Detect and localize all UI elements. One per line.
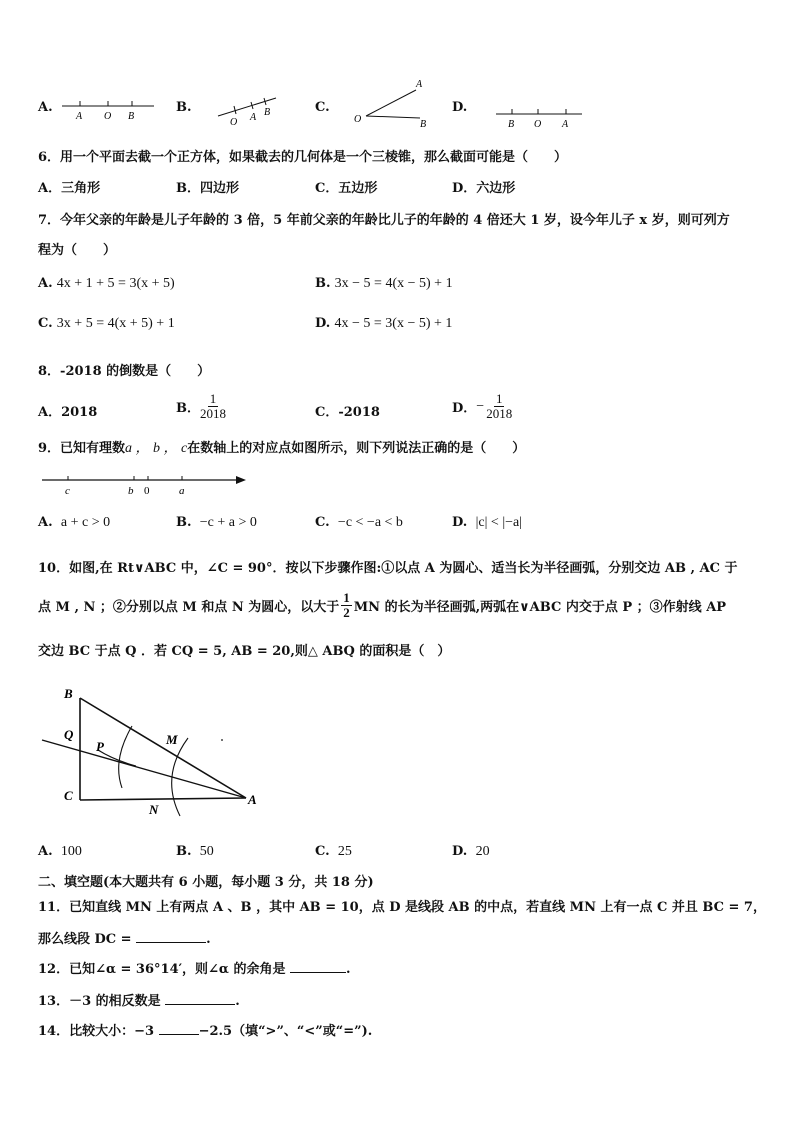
q11-answer-blank [136,942,206,943]
q5-option-b: B. [176,100,192,115]
q13-answer-blank [165,1004,235,1005]
q5-option-d: D. [452,100,468,115]
q14-answer-blank [159,1034,199,1035]
q12-answer-blank [290,972,346,973]
q7-option-d: D. 4x − 5 = 3(x − 5) + 1 [315,316,453,331]
q14-line: 14．比较大小：−3 −2.5（填“>”、“<”或“=”). [38,1024,373,1039]
axis-label-a: a [179,485,185,497]
q6-stem: 6．用一个平面去截一个正方体，如果截去的几何体是一个三棱锥，那么截面可能是（ ） [38,150,568,165]
q5-figure-b [214,94,280,128]
q9-number-line [40,470,252,500]
q11-line1: 11．已知直线 MN 上有两点 A 、B ，其中 AB = 10，点 D 是线段 AB 的中点，若直线 MN 上有一点 C 并且 BC = 7， [38,900,766,915]
q5-option-a: A. [38,100,53,115]
q9-option-c: C. −c < −a < b [315,515,403,530]
q11-line2: 那么线段 DC = . [38,932,211,947]
q10-line2: 点 M , N ；②分别以点 M 和点 N 为圆心，以大于 $\frac{1}{2}$ MN 的长为半径画弧,两弧在∨ABC 内交于点 P ；③作射线 AP [38,590,727,620]
q6-option-a: A．三角形 [38,181,101,196]
q10-option-b: B. 50 [176,844,214,859]
q9-option-b: B. −c + a > 0 [176,515,257,530]
fig-label-c: C [64,788,73,803]
q5d-point-a: A [562,119,569,130]
q8-d-fraction: $\frac{1}{2018}$ [486,391,513,421]
q10-line3: 交边 BC 于点 Q ．若 CQ = 5, AB = 20,则△ ABQ 的面积是（ ） [38,644,451,659]
q7-stem-line1: 7．今年父亲的年龄是儿子年龄的 3 倍，5 年前父亲的年龄比儿子的年龄的 4 倍还大 1 岁，设今年儿子 x 岁，则可列方 [38,213,730,228]
q7-option-a: A. 4x + 1 + 5 = 3(x + 5) [38,276,175,291]
axis-label-b: b [128,485,134,497]
q5a-point-b: B [128,111,135,122]
q9-option-a: A. a + c > 0 [38,515,111,530]
axis-label-zero: 0 [144,485,150,497]
fig-label-q: Q [64,727,74,742]
q5d-point-b: B [508,119,515,130]
q12-line: 12．已知∠α = 36°14′，则∠α 的余角是 . [38,962,351,977]
fig-label-a: A [248,792,257,807]
fig-label-n: N [149,802,159,817]
q8-b-fraction: $\frac{1}{2018}$ [200,391,226,421]
q7-stem-line2: 程为（ ） [38,243,117,258]
q8-stem: 8．-2018 的倒数是（ ） [38,364,211,379]
q13-line: 13．－3 的相反数是 . [38,994,240,1009]
q5a-point-a: A [76,111,83,122]
q7-option-c: C. 3x + 5 = 4(x + 5) + 1 [38,316,175,331]
q5-option-c: C. [315,100,330,115]
q8-option-c: C．-2018 [315,405,380,420]
q10-line1: 10．如图,在 Rt∨ABC 中，∠C = 90°．按以下步骤作图:①以点 A 为圆心、适当长为半径画弧，分别交边 AB , AC 于 [38,561,738,576]
q5d-point-o: O [534,119,542,130]
q9-option-d: D. |c| < |−a| [452,515,523,530]
q10-option-a: A. 100 [38,844,82,859]
q10-option-c: C. 25 [315,844,352,859]
q5b-point-a: A [250,112,257,123]
q5-figure-c [350,74,434,130]
axis-label-c: c [65,485,70,497]
fig-label-m: M [166,732,178,747]
q6-option-c: C．五边形 [315,181,378,196]
q10-option-d: D. 20 [452,844,490,859]
q7-option-b: B. 3x − 5 = 4(x − 5) + 1 [315,276,453,291]
q8-option-a: A．2018 [38,405,98,420]
q8-option-b: B． $\frac{1}{2018}$ [176,391,226,421]
q5c-point-o: O [354,114,362,125]
q10-fraction: $\frac{1}{2}$ [343,590,350,620]
q6-option-b: B．四边形 [176,181,239,196]
fig-label-b: B [64,686,73,701]
q6-option-d: D．六边形 [452,181,516,196]
q5c-point-a: A [416,79,423,90]
q5-figure-d [494,104,586,130]
q5a-point-o: O [104,111,112,122]
q5b-point-o: O [230,117,238,128]
q5b-point-b: B [264,107,271,118]
q8-option-d: D． − $\frac{1}{2018}$ [452,391,513,421]
fig-label-p: P [96,739,104,754]
q9-stem: 9．已知有理数a ， b ， c在数轴上的对应点如图所示，则下列说法正确的是（ ） [38,441,526,456]
q5c-point-b: B [420,119,427,130]
q5-figure-a [60,96,156,122]
q10-figure [36,676,272,826]
section-2-heading: 二、填空题(本大题共有 6 小题，每小题 3 分，共 18 分) [38,875,374,890]
